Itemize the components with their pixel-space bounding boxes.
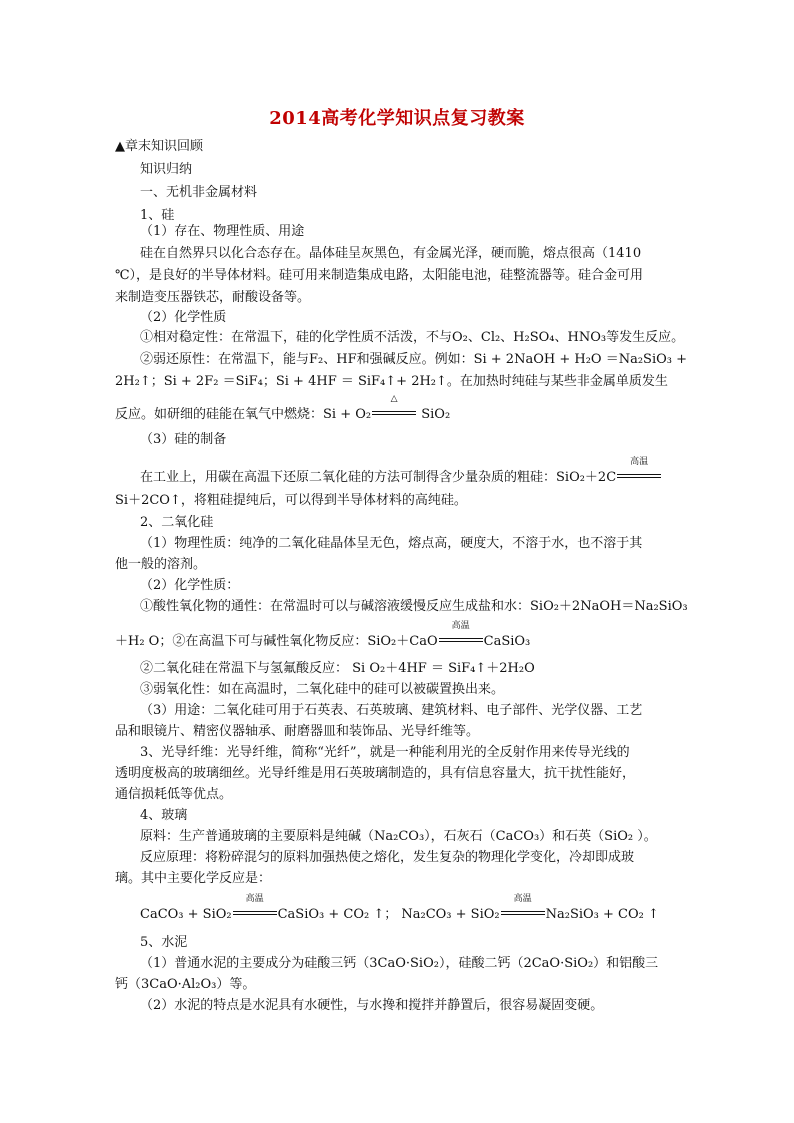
page-title: 2014高考化学知识点复习教案 xyxy=(269,108,525,129)
paragraph-line: （1）物理性质：纯净的二氧化硅晶体呈无色，熔点高，硬度大，不溶于水，也不溶于其 xyxy=(140,536,643,551)
paragraph-line: （3）用途：二氧化硅可用于石英表、石英玻璃、建筑材料、电子部件、光学仪器、工艺 xyxy=(140,703,643,718)
paragraph-line: （1）普通水泥的主要成分为硅酸三钙（3CaO·SiO₂），硅酸二钙（2CaO·SiO₂）和铝酸三 xyxy=(140,956,659,971)
reaction-product: Na₂SiO₃ + CO₂ ↑ xyxy=(545,907,659,922)
heading: 5、水泥 xyxy=(140,935,188,950)
paragraph-line: 通信损耗低等优点。 xyxy=(115,787,233,802)
paragraph-line: 品和眼镜片、精密仪器轴承、耐磨器皿和装饰品、光导纤维等。 xyxy=(115,724,480,739)
high-temp-arrow xyxy=(501,894,545,920)
paragraph-line: 硅在自然界只以化合态存在。晶体硅呈灰黑色，有金属光泽，硬而脆，熔点很高（1410 xyxy=(140,246,642,261)
paragraph-line: 透明度极高的玻璃细丝。光导纤维是用石英玻璃制造的，具有信息容量大，抗干扰性能好， xyxy=(115,766,636,781)
paragraph-line: 他一般的溶剂。 xyxy=(115,557,207,572)
reaction-line xyxy=(140,894,659,923)
heat-arrow xyxy=(372,394,416,420)
paragraph-line: ①酸性氧化物的通性：在常温时可以与碱溶液缓慢反应生成盐和水：SiO₂＋2NaOH＝Na₂SiO₃ xyxy=(140,599,688,614)
paragraph-line: ③弱氧化性：如在高温时，二氧化硅中的硅可以被碳置换出来。 xyxy=(140,682,505,697)
section-marker: ▲章末知识回顾 xyxy=(115,139,203,154)
paragraph-line: （2）水泥的特点是水泥具有水硬性，与水搀和搅拌并静置后，很容易凝固变硬。 xyxy=(140,998,604,1013)
subheading: （2）化学性质 xyxy=(140,310,227,325)
high-temp-condition: 高温 xyxy=(630,457,649,467)
reaction-product: SiO₂ xyxy=(421,407,451,422)
reaction-text: ＋H₂ O；②在高温下可与碱性氧化物反应：SiO₂＋CaO xyxy=(115,634,438,649)
paragraph-line: 3、光导纤维：光导纤维，简称“光纤”，就是一种能利用光的全反射作用来传导光线的 xyxy=(140,745,630,760)
paragraph-line: ℃），是良好的半导体材料。硅可用来制造集成电路，太阳能电池，硅整流器等。硅合金可用 xyxy=(115,268,644,283)
reaction-product: CaSiO₃ + CO₂ ↑； Na₂CO₃ + SiO₂ xyxy=(277,907,500,922)
high-temp-condition: 高温 xyxy=(451,621,470,631)
paragraph-line: 2H₂↑；Si + 2F₂ ＝SiF₄；Si + 4HF ＝ SiF₄↑+ 2H₂↑。在加热时纯硅与某些非金属单质发生 xyxy=(115,374,668,389)
reaction-text: 反应。如研细的硅能在氧气中燃烧：Si + O₂ xyxy=(115,407,372,422)
subheading: （1）存在、物理性质、用途 xyxy=(140,224,305,239)
reaction-product: CaSiO₃ xyxy=(483,634,531,649)
high-temp-condition: 高温 xyxy=(245,894,264,904)
heading: 知识归纳 xyxy=(140,162,193,177)
paragraph-line: ①相对稳定性：在常温下，硅的化学性质不活泼，不与O₂、Cl₂、H₂SO₄、HNO₃等发生反应。 xyxy=(140,330,685,345)
heading: 4、玻璃 xyxy=(140,808,188,823)
subheading: （2）化学性质： xyxy=(140,578,240,593)
high-temp-arrow xyxy=(439,621,483,647)
heat-condition: △ xyxy=(390,394,398,404)
paragraph-line: 来制造变压器铁芯，耐酸设备等。 xyxy=(115,290,311,305)
high-temp-arrow xyxy=(233,894,277,920)
paragraph-line: ②二氧化硅在常温下与氢氟酸反应： Si O₂＋4HF ＝ SiF₄↑＋2H₂O xyxy=(140,661,535,676)
heading: 2、二氧化硅 xyxy=(140,515,214,530)
heading: 一、无机非金属材料 xyxy=(140,185,258,200)
paragraph-line: Si＋2CO↑，将粗硅提纯后，可以得到半导体材料的高纯硅。 xyxy=(115,493,467,508)
reaction-line xyxy=(115,621,531,650)
paragraph-line: 钙（3CaO·Al₂O₃）等。 xyxy=(115,977,256,992)
high-temp-condition: 高温 xyxy=(513,894,532,904)
heading: 1、硅 xyxy=(140,208,175,223)
reaction-text: 在工业上，用碳在高温下还原二氧化硅的方法可制得含少量杂质的粗硅：SiO₂＋2C xyxy=(140,470,617,485)
paragraph-line: 璃。其中主要化学反应是： xyxy=(115,871,272,886)
reaction-line xyxy=(140,457,662,486)
paragraph-line: 反应原理：将粉碎混匀的原料加强热使之熔化，发生复杂的物理化学变化，冷却即成玻 xyxy=(140,850,635,865)
paragraph-line: 原料：生产普通玻璃的主要原料是纯碱（Na₂CO₃），石灰石（CaCO₃）和石英（SiO₂ ）。 xyxy=(140,829,657,844)
reaction-line xyxy=(115,394,451,423)
paragraph-line: ②弱还原性：在常温下，能与F₂、HF和强碱反应。例如：Si + 2NaOH + H₂O ＝Na₂SiO₃ + xyxy=(140,352,687,367)
reaction-text: CaCO₃ + SiO₂ xyxy=(140,907,232,922)
high-temp-arrow xyxy=(617,457,661,483)
subheading: （3）硅的制备 xyxy=(140,432,227,447)
